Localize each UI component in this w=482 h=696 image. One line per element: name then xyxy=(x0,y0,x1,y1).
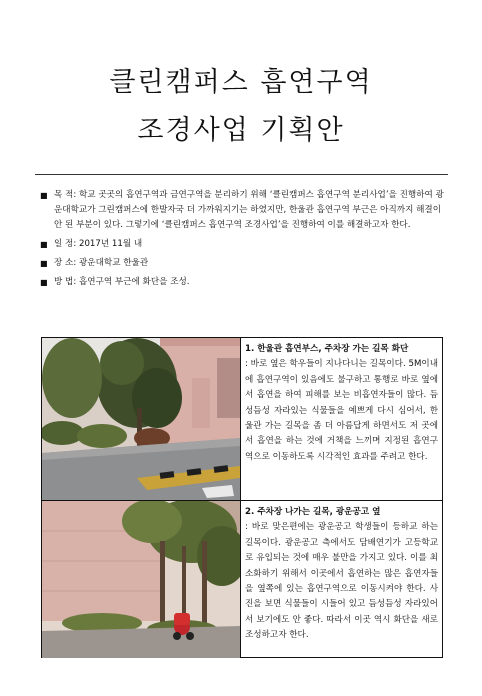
site-body-1: : 바로 옆은 학우들이 지나다니는 길목이다. 5M이내에 흡연구역이 있음에도 불구하고 통행로 바로 옆에서 흡연을 하여 피해를 보는 비흡연자들이 많다. 듬성듬성 자라있는 식물들을 예쁘게 다시 심어서, 한울관 가는 길목을 좀 더 아름답게 하면서도 저 곳에서 흡연을 하는 것에 거책을 느끼며 지정된 흡연구역으로 이동하도록 시각적인 효과를 주려고 한다. xyxy=(245,359,438,462)
schedule-item: ■ 일 정: 2017년 11월 내 xyxy=(40,237,444,252)
bullet-icon: ■ xyxy=(40,278,48,287)
purpose-item: ■ 목 적: 학교 곳곳의 흡연구역과 금연구역을 분리하기 위해 ‘클린캠퍼스 흡연구역 분리사업’을 진행하여 광운대학교가 그린캠퍼스에 한발자국 더 가까워지기는 하였지만, 한울관 흡연구역 부근은 아직까지 해결이 안 된 부분이 있다. 그렇기에 ‘클린캠퍼스 흡연구역 조경사업’을 진행하여 이를 해결하고자 한다. xyxy=(40,190,444,230)
purpose-label: 목 적 xyxy=(54,190,74,200)
site-desc-1 xyxy=(245,342,438,465)
location-text: 광운대학교 한울관 xyxy=(78,258,149,268)
method-item: ■ 방 법: 흡연구역 부근에 화단을 조성. xyxy=(40,275,444,290)
site-row-2 xyxy=(42,501,442,658)
site-heading-2: 2. 주차장 나가는 길목, 광운공고 옆 xyxy=(245,507,381,517)
site-row-1 xyxy=(42,338,442,501)
bullet-icon: ■ xyxy=(40,259,48,268)
site-photo-2 xyxy=(42,501,241,658)
bullet-icon: ■ xyxy=(40,191,48,200)
schedule-text: 2017년 11월 내 xyxy=(78,239,143,249)
title-divider xyxy=(35,174,448,175)
overview-list xyxy=(40,188,444,294)
site-heading-1: 1. 한울관 흡연부스, 주차장 가는 길목 화단 xyxy=(245,344,409,354)
schedule-label: 일 정 xyxy=(54,239,74,249)
document-title-line1: 클린캠퍼스 흡연구역 xyxy=(109,67,373,98)
bullet-icon: ■ xyxy=(40,240,48,249)
purpose-text: 학교 곳곳의 흡연구역과 금연구역을 분리하기 위해 ‘클린캠퍼스 흡연구역 분리사업’을 진행하여 광운대학교가 그린캠퍼스에 한발자국 더 가까워지기는 하였지만, 한울관 흡연구역 부근은 아직까지 해결이 안 된 부분이 있다. 그렇기에 ‘클린캠퍼스 흡연구역 조경사업’을 진행하여 이를 해결하고자 한다. xyxy=(54,190,444,230)
site-table xyxy=(41,337,443,658)
location-label: 장 소 xyxy=(54,258,74,268)
document-title-line2: 조경사업 기획안 xyxy=(137,115,345,146)
method-text: 흡연구역 부근에 화단을 조성. xyxy=(78,277,190,287)
method-label: 방 법 xyxy=(54,277,74,287)
site-desc-2 xyxy=(245,505,438,644)
location-item: ■ 장 소: 광운대학교 한울관 xyxy=(40,256,444,271)
site-body-2: : 바로 맞은편에는 광운공고 학생들이 등하교 하는 길목이다. 광운공고 측에서도 담배연기가 고등학교로 유입되는 것에 매우 불만을 가지고 있다. 이를 최소화하기 위해서 이곳에서 흡연하는 많은 흡연자들을 옆쪽에 있는 흡연구역으로 이동시켜야 한다. 사진을 보면 식물들이 시들어 있고 듬성듬성 자라있어서 보기에도 안 좋다. 따라서 이곳 역시 화단을 새로 조성하고자 한다. xyxy=(245,522,438,641)
site-photo-1 xyxy=(42,338,241,500)
